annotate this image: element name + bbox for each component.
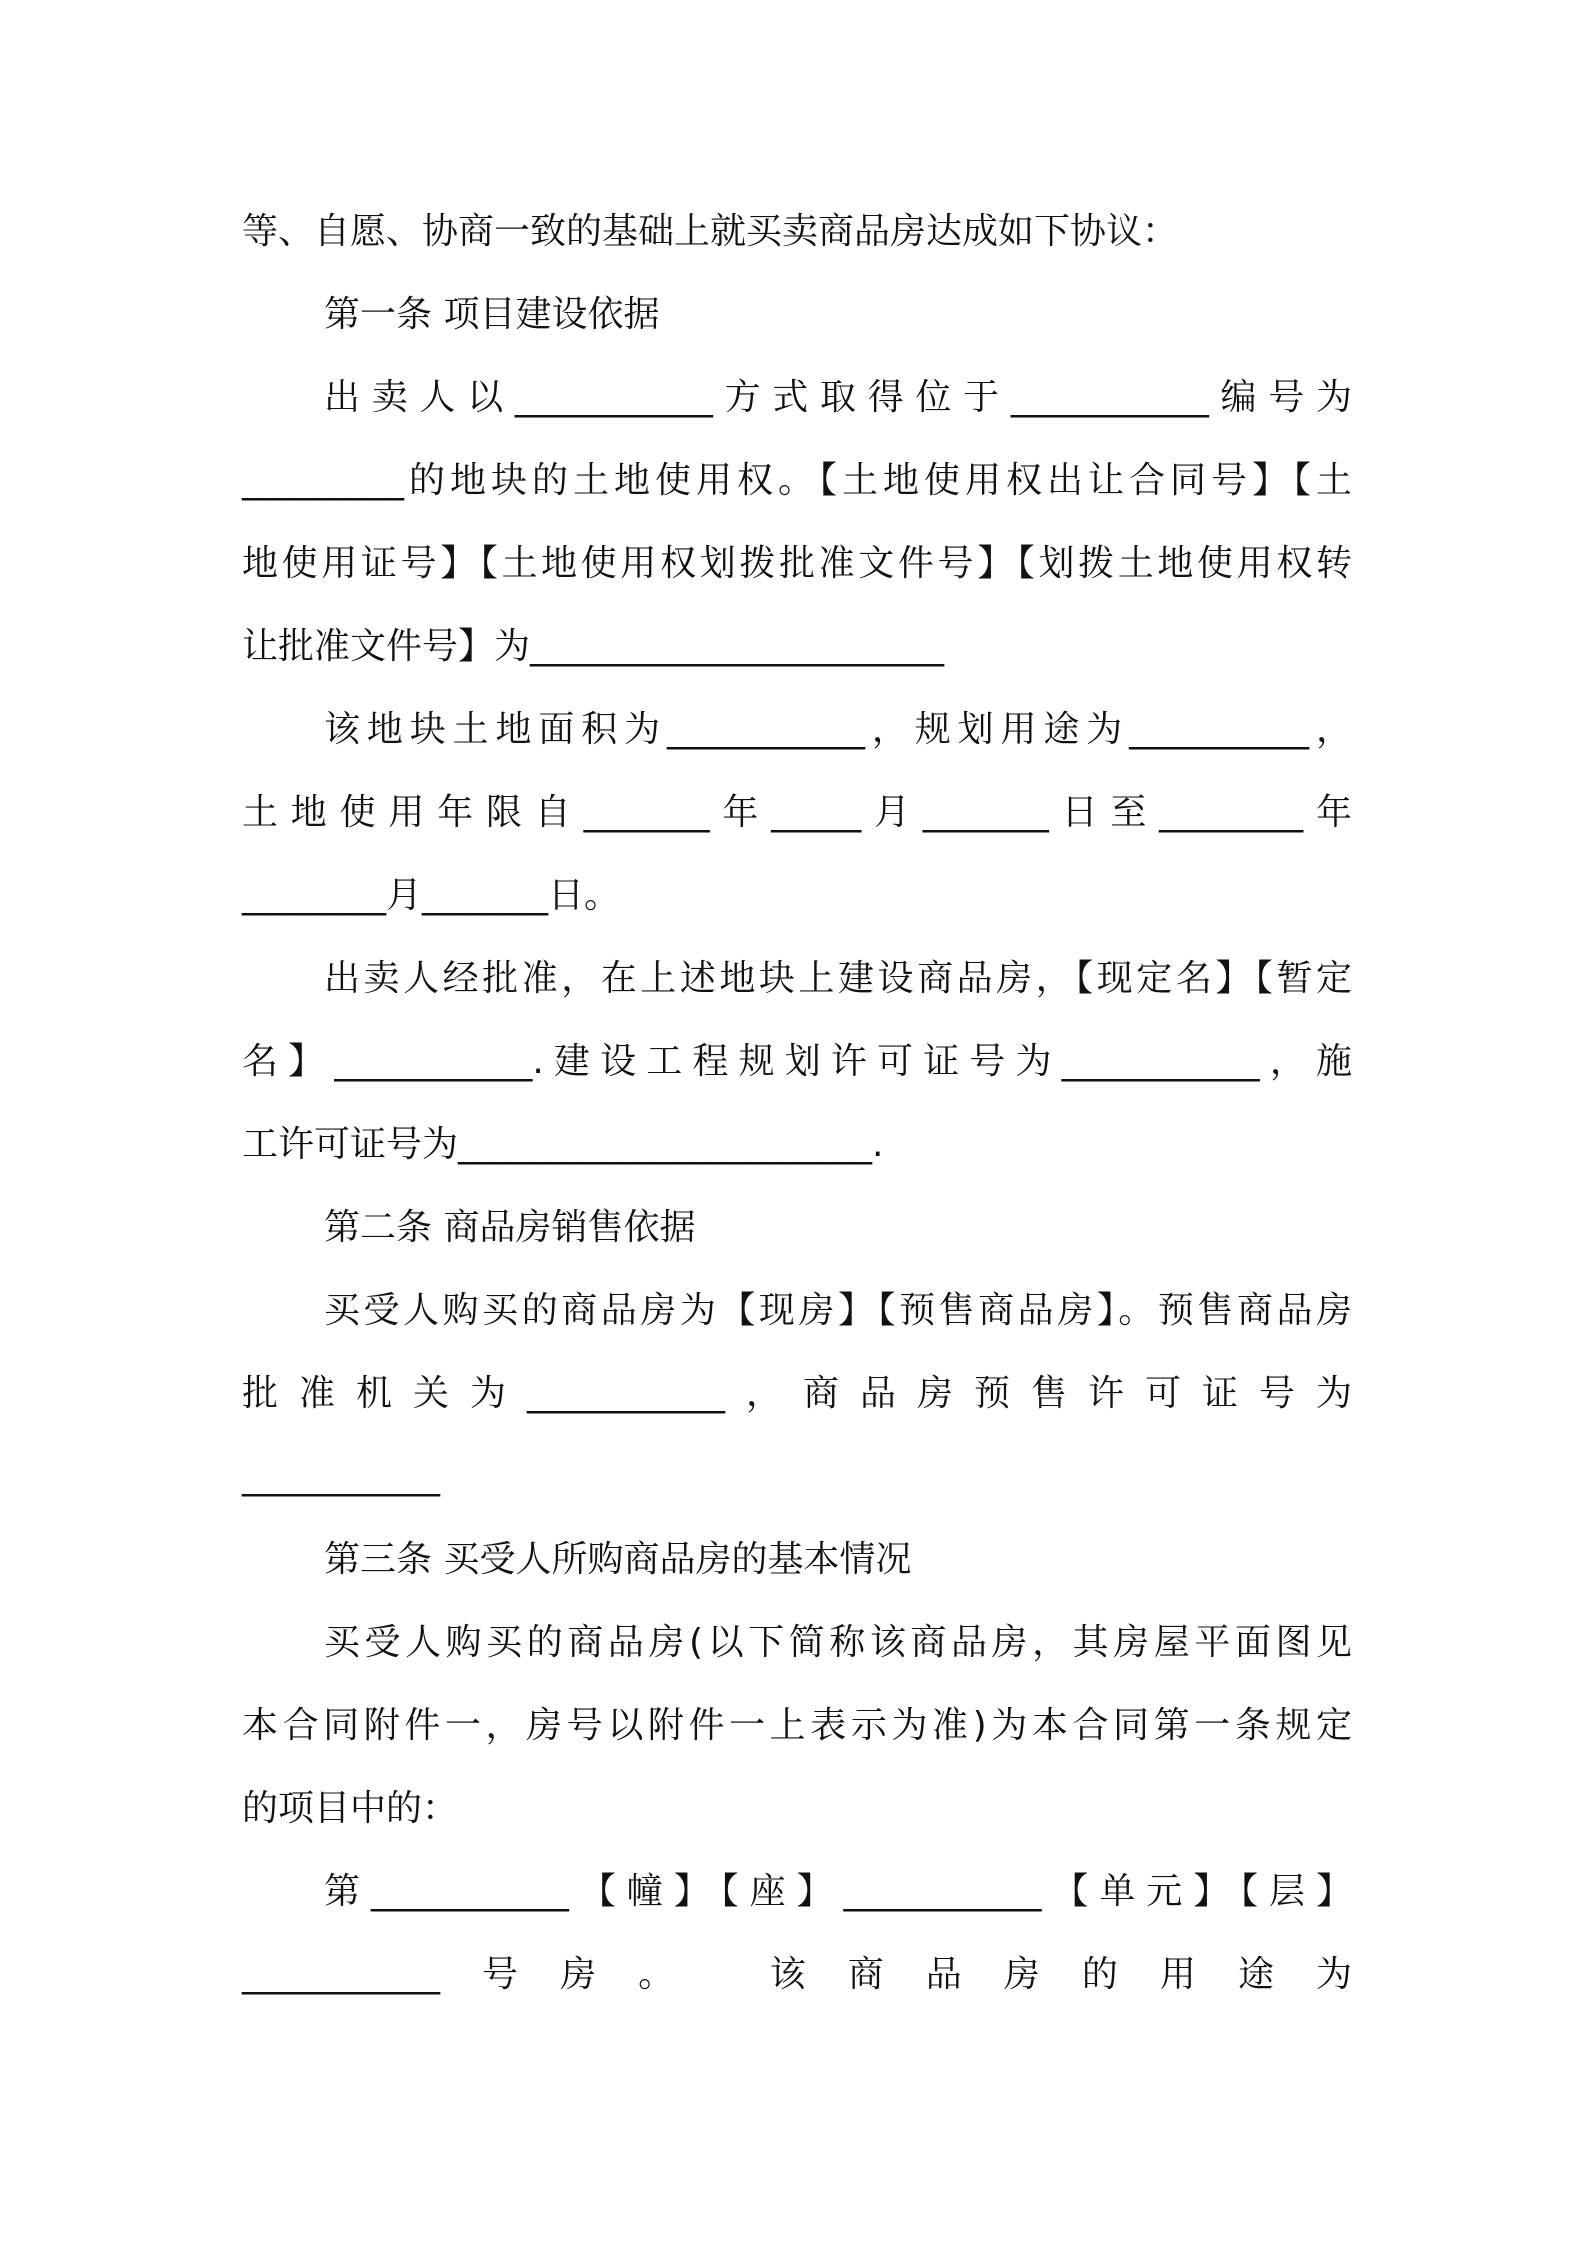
- paragraph-line-5: 地使用证号】【土地使用权划拨批准文件号】【划拨土地使用权转: [242, 543, 1352, 584]
- paragraph-line-14: 买受人购买的商品房为【现房】【预售商品房】。预售商品房: [324, 1290, 1352, 1331]
- article-3-heading: 第三条 买受人所购商品房的基本情况: [324, 1539, 912, 1580]
- paragraph-line-4: _________的地块的土地使用权。【土地使用权出让合同号】【土: [242, 460, 1352, 501]
- paragraph-line-19: 本合同附件一，房号以附件一上表示为准)为本合同第一条规定: [242, 1705, 1352, 1746]
- paragraph-line-6: 让批准文件号】为_______________________: [242, 626, 945, 667]
- paragraph-line-1: 等、自愿、协商一致的基础上就买卖商品房达成如下协议：: [242, 211, 1179, 252]
- paragraph-line-15: 批准机关为___________，商品房预售许可证号为: [242, 1373, 1352, 1414]
- paragraph-line-3: 出卖人以___________方式取得位于___________编号为: [324, 377, 1352, 418]
- paragraph-line-20: 的项目中的：: [242, 1788, 459, 1829]
- paragraph-line-18: 买受人购买的商品房(以下简称该商品房，其房屋平面图见: [324, 1622, 1352, 1663]
- paragraph-line-10: 出卖人经批准，在上述地块上建设商品房，【现定名】【暂定: [324, 958, 1352, 999]
- paragraph-line-7: 该地块土地面积为___________，规划用途为__________，: [324, 709, 1352, 750]
- article-2-heading: 第二条 商品房销售依据: [324, 1207, 696, 1248]
- paragraph-line-11: 名】___________.建设工程规划许可证号为___________，施: [242, 1041, 1352, 1082]
- paragraph-line-9: ________月_______日。: [242, 875, 621, 916]
- paragraph-line-22: ___________号房。 该商品房的用途为: [242, 1954, 1352, 1995]
- paragraph-line-21: 第___________【幢】【座】___________【单元】【层】: [324, 1871, 1352, 1912]
- article-1-heading: 第一条 项目建设依据: [324, 294, 660, 335]
- paragraph-line-12: 工许可证号为_______________________.: [242, 1124, 884, 1165]
- paragraph-line-8: 土地使用年限自_______年_____月_______日至________年: [242, 792, 1352, 833]
- paragraph-line-16: ___________: [242, 1456, 440, 1497]
